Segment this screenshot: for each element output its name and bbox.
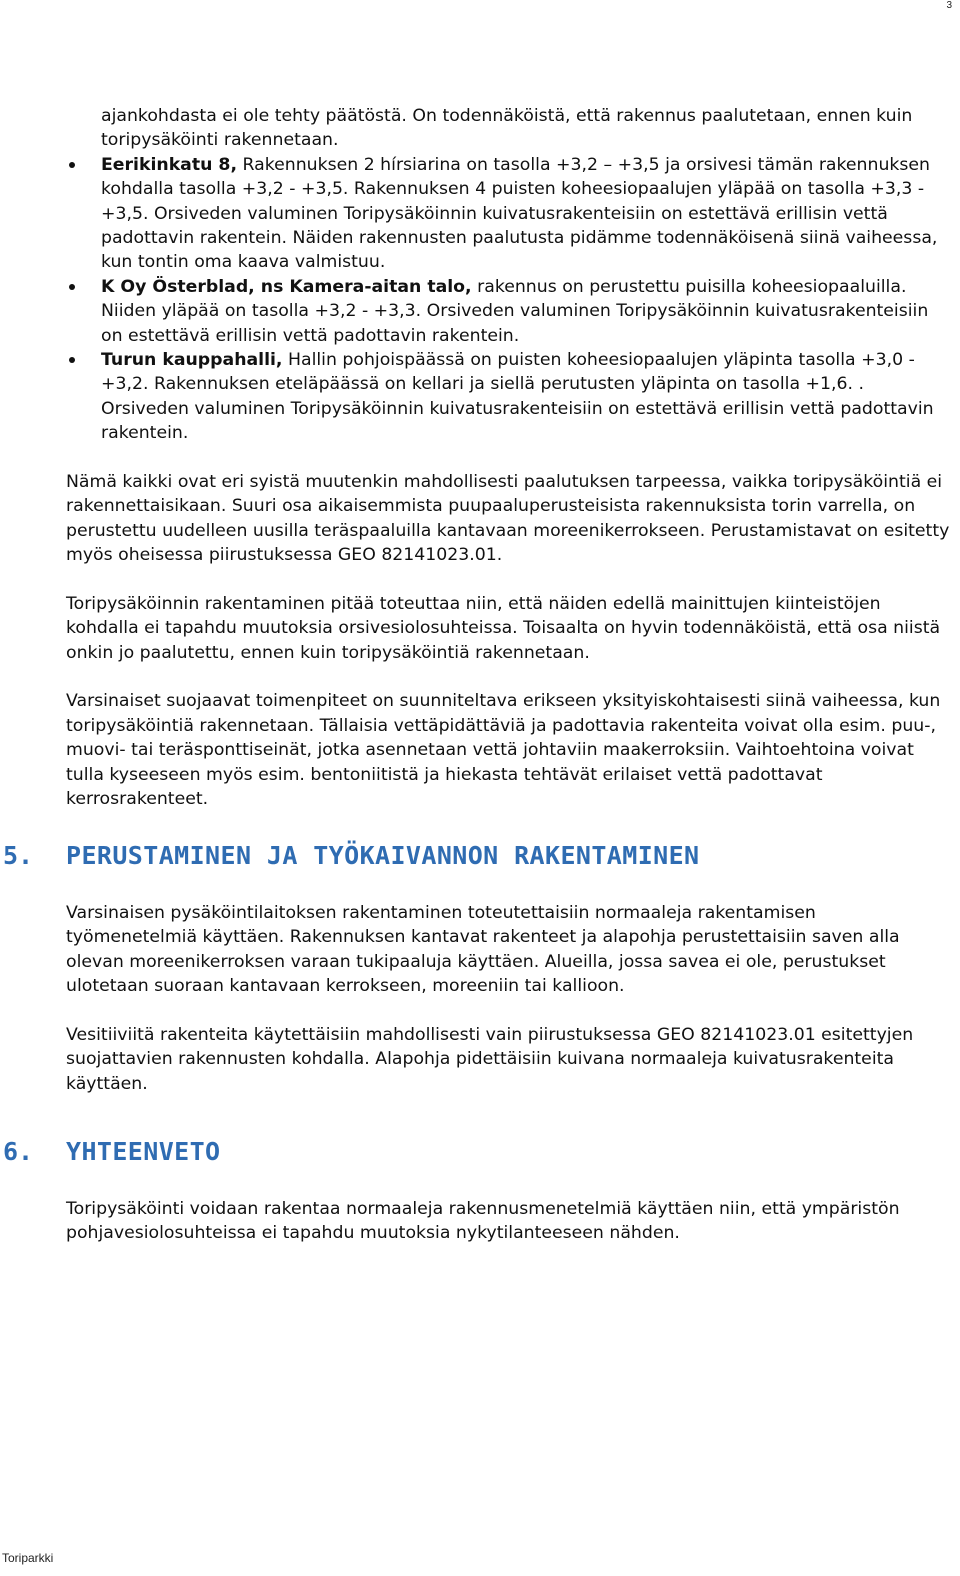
bullet-list [66,104,952,446]
section-heading-6 [3,1132,952,1172]
list-item-text: ajankohdasta ei ole tehty päätöstä. On todennäköistä, että rakennus paalutetaan, ennen kuin toripysäköinti rakennetaan. [101,106,913,151]
list-item-bold: K Oy Österblad, ns Kamera-aitan talo, [101,276,472,297]
paragraph: Toripysäköinti voidaan rakentaa normaaleja rakennusmenetelmiä käyttäen niin, että ympäristön pohjavesiolosuhteissa ei tapahdu muutoksia nykytilanteeseen nähden. [66,1198,900,1244]
list-item-bold: Turun kauppahalli, [101,350,283,371]
page-number: 3 [946,0,952,11]
section-number: 5. [3,840,34,870]
paragraph: Vesitiiviitä rakenteita käytettäisiin mahdollisesti vain piirustuksessa GEO 82141023.01 esitettyjen suojattavien rakennusten kohdalla. Alapohja pidettäisiin kuivana normaaleja kuivatusrakenteita käyttäen. [66,1024,914,1094]
section-title: PERUSTAMINEN JA TYÖKAIVANNON RAKENTAMINEN [66,840,700,870]
list-item-continuation [66,104,952,153]
list-item [66,153,952,275]
bullet-icon [69,357,75,363]
list-item-text: rakennus on perustettu puisilla koheesiopaaluilla. Niiden yläpää on tasolla +3,2 - +3,3. Orsiveden valuminen Toripysäköinnin kuivatusrakenteisiin on estettävä erillisin vettä padottavin rakentein. [101,276,929,346]
list-item-text: Hallin pohjoispäässä on puisten koheesiopaalujen yläpinta tasolla +3,0 - +3,2. Rakennuksen eteläpäässä on kellari ja siellä perutusten yläpinta on tasolla +1,6. . Orsiveden valuminen Toripysäköinnin kuivatusrakenteisiin on estettävä erillisin vettä padottavin rakentein. [101,350,934,444]
paragraph: Toripysäköinnin rakentaminen pitää toteuttaa niin, että näiden edellä mainittujen kiinteistöjen kohdalla ei tapahdu muutoksia orsivesiolosuhteissa. Toisaalta on hyvin todennäköistä, että osa niistä onkin jo paalutettu, ennen kuin toripysäköintiä rakennetaan. [66,593,941,663]
section-heading-5 [3,836,952,876]
list-item [66,348,952,446]
document-body [3,104,952,1270]
list-item [66,275,952,348]
bullet-icon [69,284,75,290]
list-item-text: Rakennuksen 2 hírsiarina on tasolla +3,2 – +3,5 ja orsivesi tämän rakennuksen kohdalla tasolla +3,2 - +3,5. Rakennuksen 4 puisten koheesiopaalujen yläpää on tasolla +3,3 - +3,5. Orsiveden valuminen Toripysäköinnin kuivatusrakenteisiin on estettävä erillisin vettä padottavin rakentein. Näiden rakennusten paalutusta pidämme todennäköisenä siinä vaiheessa, kun tontin oma kaava valmistuu. [101,154,938,273]
bullet-icon [69,162,75,168]
paragraph: Varsinaisen pysäköintilaitoksen rakentaminen toteutettaisiin normaaleja rakentamisen työmenetelmiä käyttäen. Rakennuksen kantavat rakenteet ja alapohja perustettaisiin saven alla olevan moreenikerroksen varaan tukipaaluja käyttäen. Alueilla, jossa savea ei ole, perustukset ulotetaan suoraan kantavaan kerrokseen, moreeniin tai kallioon. [66,902,900,996]
page-footer: Toriparkki [2,1551,54,1565]
section-number: 6. [3,1136,34,1166]
list-item-bold: Eerikinkatu 8, [101,154,238,175]
paragraph: Varsinaiset suojaavat toimenpiteet on suunniteltava erikseen yksityiskohtaisesti siinä vaiheessa, kun toripysäköintiä rakennetaan. Tällaisia vettäpidättäviä ja padottavia rakenteita voivat olla esim. puu-, muovi- tai teräsponttiseinät, jotka asennetaan vettä johtaviin maakerroksiin. Vaihtoehtoina voivat tulla kyseeseen myös esim. bentoniitistä ja hiekasta tehtävät erilaiset vettä padottavat kerrosrakenteet. [66,691,941,809]
section-title: YHTEENVETO [66,1136,221,1166]
paragraph: Nämä kaikki ovat eri syistä muutenkin mahdollisesti paalutuksen tarpeessa, vaikka toripysäköintiä ei rakennettaisikaan. Suuri osa aikaisemmista puupaaluperusteisista rakennuksista torin varrella, on perustettu uudelleen uusilla teräspaaluilla kantavaan moreenikerrokseen. Perustamistavat on esitetty myös oheisessa piirustuksessa GEO 82141023.01. [66,471,950,565]
